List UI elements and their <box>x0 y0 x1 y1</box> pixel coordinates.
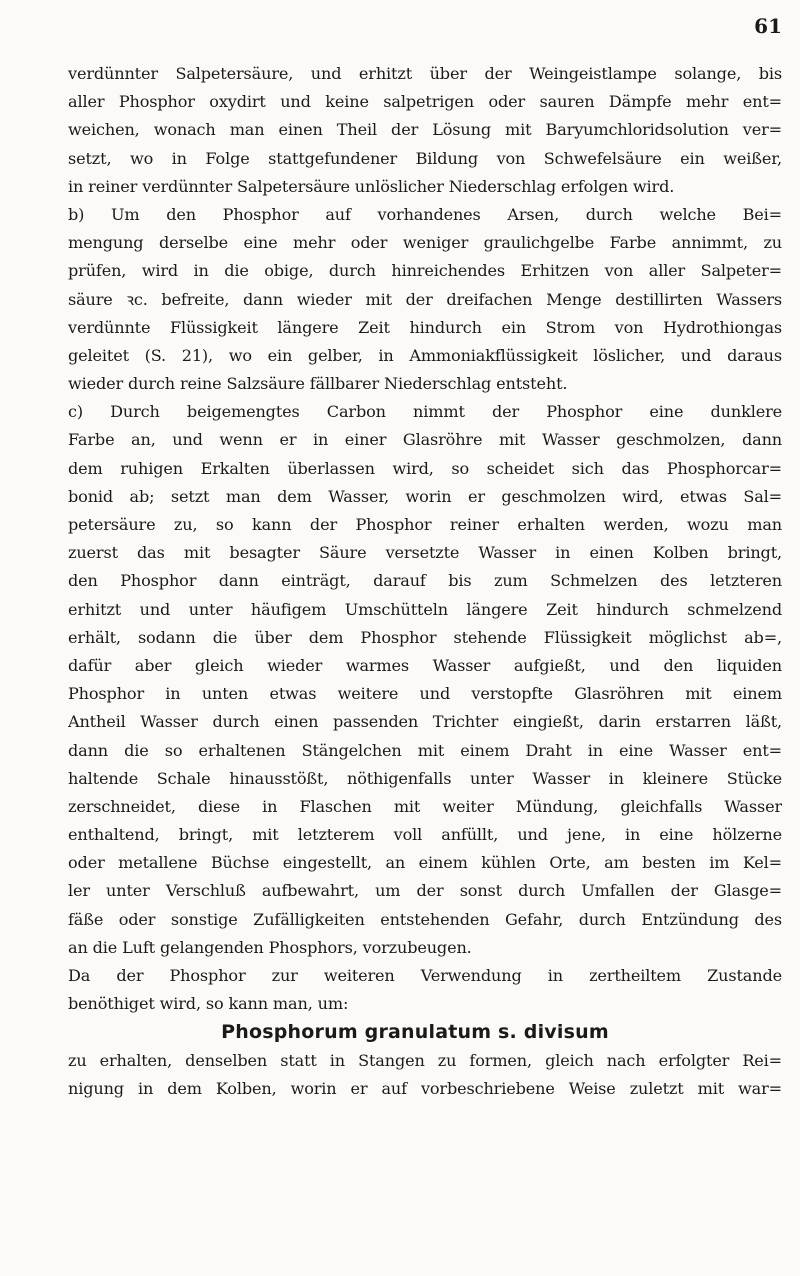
text-line: dem ruhigen Erkalten überlassen wird, so scheidet sich das Phosphorcar= <box>68 458 782 478</box>
text-line: haltende Schale hinausstößt, nöthigenfalls unter Wasser in kleinere Stücke <box>68 768 782 788</box>
text-line: aller Phosphor oxydirt und keine salpetrigen oder sauren Dämpfe mehr ent= <box>68 92 782 112</box>
text-line: zu erhalten, denselben statt in Stangen zu formen, gleich nach erfolgter Rei= <box>68 1050 782 1070</box>
text-line: nigung in dem Kolben, worin er auf vorbeschriebene Weise zuletzt mit war= <box>68 1078 782 1098</box>
paragraph-block <box>68 60 782 1018</box>
text-line: c) Durch beigemengtes Carbon nimmt der Phosphor eine dunklere <box>68 402 782 422</box>
text-line: geleitet (S. 21), wo ein gelber, in Ammoniakflüssigkeit löslicher, und daraus <box>68 345 782 365</box>
page-number: 61 <box>754 14 782 38</box>
text-line: zuerst das mit besagter Säure versetzte Wasser in einen Kolben bringt, <box>68 543 782 563</box>
text-line: setzt, wo in Folge stattgefundener Bildung von Schwefelsäure ein weißer, <box>68 148 782 168</box>
text-line: prüfen, wird in die obige, durch hinreichendes Erhitzen von aller Salpeter= <box>68 261 782 281</box>
text-line: Phosphor in unten etwas weitere und verstopfte Glasröhren mit einem <box>68 684 782 704</box>
body-text <box>68 60 782 1103</box>
text-line: zerschneidet, diese in Flaschen mit weiter Mündung, gleichfalls Wasser <box>68 796 782 816</box>
text-line: ler unter Verschluß aufbewahrt, um der sonst durch Umfallen der Glasge= <box>68 881 782 901</box>
text-line: petersäure zu, so kann der Phosphor reiner erhalten werden, wozu man <box>68 515 782 534</box>
text-line: verdünnter Salpetersäure, und erhitzt über der Weingeistlampe solange, bis <box>68 64 782 83</box>
text-line: b) Um den Phosphor auf vorhandenes Arsen, durch welche Bei= <box>68 204 782 224</box>
text-line: Farbe an, und wenn er in einer Glasröhre mit Wasser geschmolzen, dann <box>68 430 782 450</box>
text-line: bonid ab; setzt man dem Wasser, worin er geschmolzen wird, etwas Sal= <box>68 486 782 506</box>
paragraph-block <box>68 1047 782 1103</box>
section-heading: Phosphorum granulatum s. divisum <box>221 1021 609 1044</box>
text-line: mengung derselbe eine mehr oder weniger graulichgelbe Farbe annimmt, zu <box>68 233 782 253</box>
text-line: dafür aber gleich wieder warmes Wasser aufgießt, und den liquiden <box>68 655 782 675</box>
text-line: weichen, wonach man einen Theil der Lösung mit Baryumchloridsolution ver= <box>68 120 782 140</box>
text-line: in reiner verdünnter Salpetersäure unlöslicher Niederschlag erfolgen wird. <box>68 176 675 196</box>
text-line: an die Luft gelangenden Phosphors, vorzubeugen. <box>68 937 472 957</box>
text-line: erhält, sodann die über dem Phosphor stehende Flüssigkeit möglichst ab=, <box>68 627 782 647</box>
text-line: Da der Phosphor zur weiteren Verwendung in zertheiltem Zustande <box>68 966 782 985</box>
text-line: dann die so erhaltenen Stängelchen mit einem Draht in eine Wasser ent= <box>68 740 782 760</box>
text-line: oder metallene Büchse eingestellt, an einem kühlen Orte, am besten im Kel= <box>68 853 782 873</box>
text-line: benöthiget wird, so kann man, um: <box>68 994 349 1014</box>
text-line: enthaltend, bringt, mit letzterem voll anfüllt, und jene, in eine hölzerne <box>68 825 782 845</box>
text-line: den Phosphor dann einträgt, darauf bis zum Schmelzen des letzteren <box>68 571 782 591</box>
text-line: fäße oder sonstige Zufälligkeiten entstehenden Gefahr, durch Entzündung des <box>68 909 782 929</box>
text-line: wieder durch reine Salzsäure fällbarer Niederschlag entsteht. <box>68 374 568 394</box>
text-line: Antheil Wasser durch einen passenden Trichter eingießt, darin erstarren läßt, <box>68 712 782 732</box>
text-line: verdünnte Flüssigkeit längere Zeit hindurch ein Strom von Hydrothiongas <box>68 317 782 337</box>
text-line: säure ꝛc. befreite, dann wieder mit der dreifachen Menge destillirten Wassers <box>68 289 782 309</box>
text-line: erhitzt und unter häufigem Umschütteln längere Zeit hindurch schmelzend <box>68 599 782 619</box>
